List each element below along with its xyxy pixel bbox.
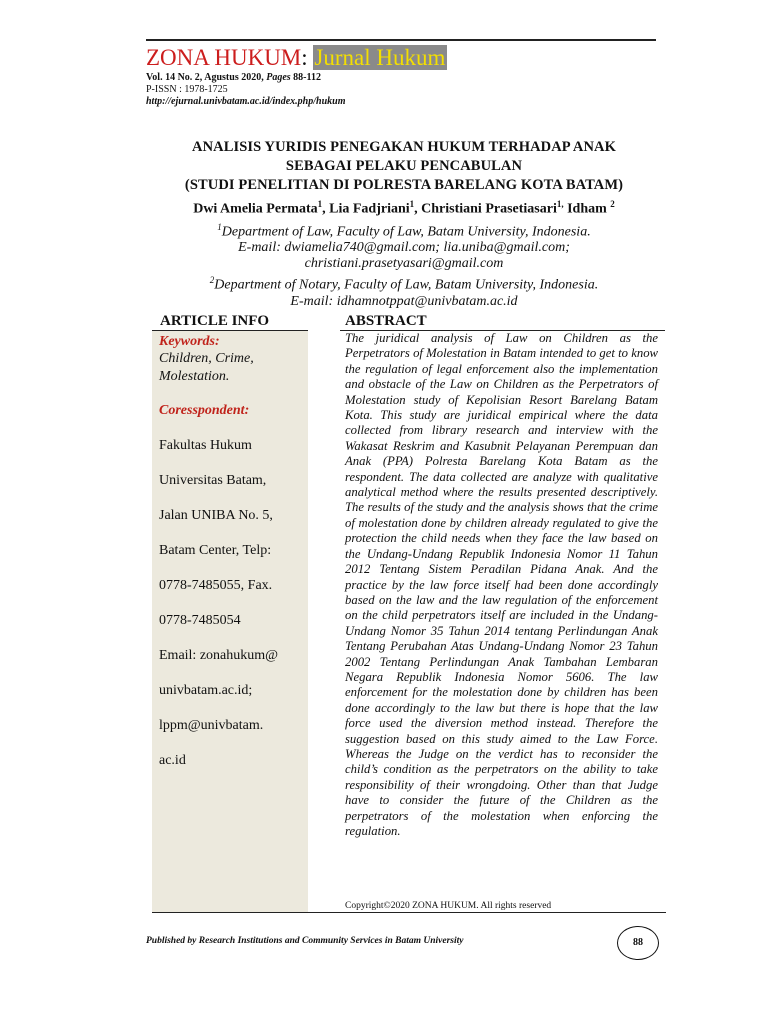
author-sup: 1 (317, 199, 323, 209)
affiliation-sup: 1 (217, 221, 222, 232)
pages-label: Pages (266, 72, 291, 83)
title-line: SEBAGAI PELAKU PENCABULAN (285, 158, 523, 174)
pages-range: 88-112 (290, 72, 321, 83)
title-line: ANALISIS YURIDIS PENEGAKAN HUKUM TERHADAP ANAK (192, 139, 616, 155)
affiliation-sup: 2 (209, 275, 215, 286)
journal-name-separator: : (301, 45, 314, 70)
copyright-notice: Copyright©2020 ZONA HUKUM. All rights reserved (345, 901, 552, 911)
affiliation-text: Department of Law, Faculty of Law, Batam University, Indonesia. (221, 224, 591, 240)
author-name: , Christiani Prasetiasari (414, 201, 557, 217)
correspondent-line: lppm@univbatam. (159, 717, 264, 733)
correspondent-line: 0778-7485054 (159, 612, 241, 628)
author-sup: 1, (556, 199, 564, 209)
affiliation-line (140, 256, 668, 272)
journal-name: ZONA HUKUM (146, 45, 302, 70)
abstract-body: The juridical analysis of Law on Children as the Perpetrators of Molestation in Batam intended to get to know the regulation of legal enforcement also the implementation and obstacle of the Law on Children as the Perpetrators of Molestation study of Kepolisian Resort Barelang Batam Kota. This study are juridical empirical where the data collected from library research and interview with the Wakasat Reskrim and Kasubnit Pelayanan Perempuan dan Anak (PPA) Polresta Barelang Kota Batam as the respondent. The data collected are analyze with qualitative analytical method where the results presented descriptively. The results of the study and the analysis shows that the crime of molestation done by children already regulated to give the protection the child needs when they face the law based on the Undang-Undang Republik Indonesia Nomor 11 Tahun 2012 Tentang Sistem Peradilan Pidana Anak. And the practice by the law force itself had been done accordingly based on the law and the law regulation of the enforcement on the child perpetrators itself are included in the Undang-Undang Nomor 35 Tahun 2014 tentang Perlindungan Anak Tentang Perubahan Atas Undang-Undang Nomor 23 Tahun 2002 Tentang Perlindungan Anak Tambahan Lembaran Negara Republik Indonesia Nomor 5606. The law enforcement for the molestation done by children has been done accordingly to the law but there is hope that the law force used the diversion method instead. Therefore the suggestion based on this study aimed to the Law Force. Whereas the Judge on the verdict has to reconsider the child’s condition as the perpetrators on the ability to take responsibility of their wrongdoing. Other than that Judge have to consider the future of the Children as the perpetrators of the molestation when enforcing the regulation. (345, 331, 658, 838)
article-info-heading: ARTICLE INFO (160, 313, 270, 329)
author-sup: 1 (409, 199, 415, 209)
affiliation-text: E-mail: idhamnotppat@univbatam.ac.id (290, 293, 518, 309)
author-name: , Lia Fadjriani (322, 201, 410, 217)
correspondent-line: Batam Center, Telp: (159, 542, 272, 558)
page-number: 88 (617, 926, 659, 960)
affiliation-line (140, 240, 668, 256)
correspondent-label: Coresspondent: (159, 403, 250, 418)
title-line: (STUDI PENELITIAN DI POLRESTA BARELANG KOTA BATAM) (184, 177, 624, 193)
journal-masthead (146, 44, 447, 72)
affiliation-line (140, 294, 668, 310)
affiliation-line (140, 272, 668, 294)
author-sup: 2 (610, 199, 615, 209)
correspondent-line: Fakultas Hukum (159, 437, 252, 453)
bottom-rule (152, 912, 666, 913)
journal-subtitle: Jurnal Hukum (314, 45, 446, 70)
author-name: Idham (563, 201, 611, 217)
correspondent-line: Jalan UNIBA No. 5, (159, 507, 273, 523)
author-list (140, 195, 668, 219)
correspondent-line: Email: zonahukum@ (159, 647, 279, 663)
top-rule (146, 39, 656, 41)
article-info-panel (152, 331, 308, 913)
abstract-heading: ABSTRACT (345, 313, 427, 329)
affiliation-text: E-mail: dwiamelia740@gmail.com; lia.uniba@gmail.com; (238, 240, 570, 256)
article-header (140, 138, 668, 310)
correspondent-line: 0778-7485055, Fax. (159, 577, 273, 593)
issn-line: P-ISSN : 1978-1725 (146, 84, 228, 95)
correspondent-line: Universitas Batam, (159, 472, 267, 488)
keywords-label: Keywords: (159, 334, 220, 349)
affiliation-text: Department of Notary, Faculty of Law, Batam University, Indonesia. (214, 277, 599, 293)
affiliation-text: christiani.prasetyasari@gmail.com (304, 256, 504, 272)
correspondent-line: univbatam.ac.id; (159, 682, 253, 698)
correspondent-line: ac.id (159, 752, 186, 768)
volume-text: Vol. 14 No. 2, Agustus 2020, (146, 72, 267, 83)
correspondent-address (159, 419, 305, 787)
journal-url[interactable]: http://ejurnal.univbatam.ac.id/index.php/hukum (146, 96, 346, 107)
publisher-footer: Published by Research Institutions and Community Services in Batam University (146, 936, 464, 946)
author-name: Dwi Amelia Permata (193, 201, 318, 217)
volume-line (146, 72, 321, 84)
affiliation-line (140, 219, 668, 241)
keywords-value: Children, Crime, Molestation. (159, 351, 254, 384)
